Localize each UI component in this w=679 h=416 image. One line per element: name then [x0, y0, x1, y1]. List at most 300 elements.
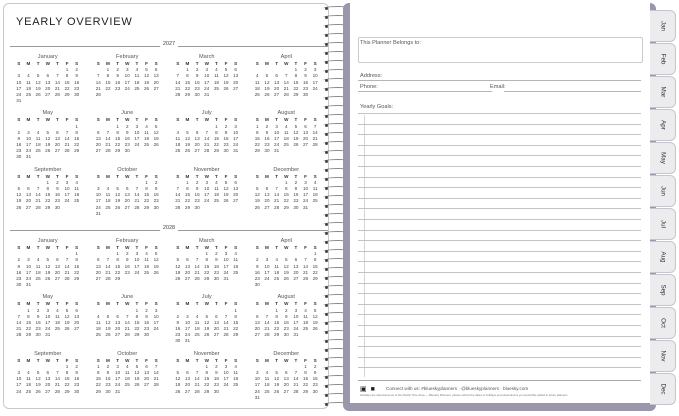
day-cell: 29	[204, 388, 210, 394]
day-cell: 24	[264, 275, 270, 281]
day-cell: 9	[125, 129, 129, 135]
day-cell: 21	[223, 326, 229, 332]
day-cell: 27	[283, 388, 289, 394]
day-cell: 8	[65, 370, 69, 375]
weekday-header: S	[313, 173, 317, 179]
tab-apr[interactable]	[650, 109, 676, 141]
weekday-header: W	[125, 173, 130, 179]
day-cell: 16	[213, 376, 219, 382]
day-cell: 22	[204, 382, 210, 388]
day-cell: 11	[144, 129, 149, 135]
day-cell: 31	[274, 148, 280, 154]
weekday-header: F	[304, 301, 307, 307]
weekday-header: M	[185, 245, 190, 250]
day-cell: 17	[134, 263, 140, 269]
day-cell: 27	[184, 388, 191, 394]
day-cell: 20	[184, 382, 191, 388]
day-cell: 30	[264, 148, 270, 154]
day-cell	[122, 276, 132, 282]
day-cell: 30	[194, 204, 200, 210]
day-cell: 29	[302, 388, 309, 394]
day-cell: 6	[275, 73, 278, 79]
day-cell: 16	[54, 192, 60, 198]
weekday-header: W	[45, 245, 50, 250]
day-cell	[212, 338, 222, 344]
day-cell: 7	[56, 73, 59, 79]
day-cell: 26	[264, 91, 270, 97]
goal-line[interactable]	[358, 155, 641, 156]
day-cell: 5	[116, 186, 119, 191]
day-cell: 18	[274, 269, 280, 275]
email-line[interactable]	[504, 91, 641, 92]
goal-line[interactable]	[358, 367, 641, 368]
weekday-header: S	[75, 61, 79, 66]
day-cell: 30	[143, 332, 150, 338]
day-cell	[53, 332, 63, 338]
day-cell: 11	[175, 135, 181, 141]
goal-line[interactable]	[358, 283, 641, 284]
day-cell: 24	[115, 382, 121, 388]
day-cell: 26	[204, 332, 210, 338]
day-cell: 18	[54, 319, 60, 325]
day-cell: 15	[293, 79, 299, 85]
day-cell: 30	[54, 204, 60, 210]
day-grid	[94, 61, 162, 98]
weekday-header: T	[214, 301, 218, 307]
day-cell: 15	[213, 135, 219, 141]
day-cell: 28	[175, 91, 181, 97]
day-cell: 3	[256, 370, 259, 375]
goal-line[interactable]	[358, 124, 641, 125]
weekday-header: T	[214, 61, 218, 66]
day-cell: 5	[275, 370, 278, 375]
day-cell: 5	[135, 363, 139, 369]
day-cell: 6	[195, 129, 199, 135]
day-cell: 23	[74, 382, 80, 388]
day-cell: 21	[124, 326, 130, 332]
day-cell	[24, 98, 34, 104]
tab-label: May	[659, 151, 666, 164]
weekday-header: F	[224, 245, 228, 250]
day-cell: 24	[16, 388, 22, 394]
goal-line[interactable]	[358, 357, 641, 358]
day-cell: 1	[46, 179, 50, 185]
weekday-header: S	[154, 245, 158, 250]
belongs-label: This Planner Belongs to:	[360, 40, 421, 46]
tab-may[interactable]	[650, 142, 676, 174]
month-name: April	[280, 54, 292, 60]
day-cell: 16	[35, 319, 41, 325]
goal-line[interactable]	[358, 230, 641, 231]
month-calendar	[94, 54, 162, 104]
month-calendar	[94, 351, 162, 401]
day-cell: 13	[115, 319, 121, 325]
day-cell: 12	[153, 257, 159, 263]
goal-line[interactable]	[358, 166, 641, 167]
weekday-header: T	[36, 357, 40, 363]
goal-line[interactable]	[358, 198, 641, 199]
tab-sep[interactable]	[650, 274, 676, 306]
tab-jan[interactable]	[650, 10, 676, 42]
goal-line[interactable]	[358, 336, 641, 337]
day-cell: 7	[205, 129, 209, 135]
weekday-header: S	[255, 117, 259, 123]
day-cell: 23	[293, 198, 299, 204]
goal-line[interactable]	[358, 314, 641, 315]
day-cell	[281, 395, 291, 401]
day-cell: 4	[215, 179, 218, 185]
instagram-icon[interactable]: ▣	[360, 386, 367, 393]
goal-line[interactable]	[358, 304, 641, 305]
day-cell: 3	[17, 73, 21, 79]
tab-jun[interactable]	[650, 175, 676, 207]
day-cell: 7	[65, 129, 69, 135]
day-cell: 28	[105, 148, 111, 154]
day-cell: 17	[302, 192, 309, 198]
day-cell: 3	[224, 251, 228, 257]
tab-nov[interactable]	[650, 340, 676, 372]
day-cell: 21	[175, 85, 181, 91]
info-page	[350, 3, 650, 403]
day-cell: 24	[302, 198, 309, 204]
weekday-header: M	[26, 117, 31, 123]
day-cell	[122, 211, 132, 217]
weekday-header: W	[204, 173, 209, 179]
month-name: July	[201, 110, 212, 117]
day-cell: 18	[213, 192, 219, 198]
day-cell: 16	[105, 376, 111, 382]
weekday-header: W	[125, 301, 130, 307]
weekday-header: M	[265, 173, 269, 179]
month-name: February	[116, 238, 139, 244]
goal-line[interactable]	[358, 240, 641, 241]
day-cell: 30	[223, 148, 229, 154]
weekday-header: F	[224, 117, 228, 123]
day-cell: 9	[125, 257, 129, 263]
weekday-header: T	[135, 245, 139, 250]
day-cell: 28	[153, 382, 159, 388]
day-cell: 14	[124, 319, 130, 325]
day-cell: 23	[283, 326, 289, 332]
day-cell: 21	[194, 382, 200, 388]
weekday-header: T	[275, 117, 278, 123]
goal-line[interactable]	[358, 251, 641, 252]
goal-line[interactable]	[358, 134, 641, 135]
day-cell: 26	[115, 204, 121, 210]
weekday-header: T	[55, 117, 59, 123]
month-name: March	[198, 238, 215, 244]
day-cell: 8	[27, 313, 30, 319]
day-cell: 26	[16, 204, 22, 210]
day-cell: 31	[25, 282, 32, 288]
day-cell: 3	[65, 179, 69, 185]
day-cell: 18	[264, 382, 270, 388]
day-cell: 16	[293, 192, 299, 198]
day-cell: 27	[54, 148, 60, 154]
day-cell: 31	[204, 91, 210, 97]
day-cell: 19	[283, 269, 289, 275]
year-label: 2028	[160, 225, 178, 231]
year-divider	[10, 42, 328, 50]
day-cell: 13	[254, 319, 260, 325]
day-cell: 13	[213, 319, 219, 325]
day-cell: 30	[35, 332, 41, 338]
tab-oct[interactable]	[650, 307, 676, 339]
day-cell	[231, 389, 241, 395]
day-cell	[72, 282, 82, 288]
day-cell: 22	[283, 198, 289, 204]
tab-jul[interactable]	[650, 208, 676, 240]
day-cell	[62, 98, 72, 104]
weekday-header: M	[185, 173, 190, 179]
day-cell	[43, 154, 53, 160]
day-cell: 3	[275, 123, 278, 129]
day-cell: 26	[175, 388, 181, 394]
day-cell: 8	[116, 257, 119, 263]
address-line[interactable]	[358, 80, 641, 81]
day-cell: 5	[265, 73, 269, 79]
day-cell: 12	[175, 263, 181, 269]
facebook-icon[interactable]: ■	[370, 386, 375, 393]
page-title: YEARLY OVERVIEW	[16, 16, 133, 28]
day-cell: 23	[16, 275, 22, 281]
weekday-header: S	[255, 173, 259, 179]
day-cell: 21	[175, 198, 181, 204]
day-cell: 25	[105, 204, 111, 210]
day-cell: 10	[45, 313, 51, 319]
weekday-header: S	[96, 173, 100, 179]
day-cell: 30	[213, 275, 219, 281]
goal-line[interactable]	[358, 113, 641, 114]
day-cell: 12	[35, 79, 41, 85]
day-cell: 25	[74, 198, 80, 204]
day-cell: 3	[224, 363, 228, 369]
weekday-header: S	[154, 301, 158, 307]
day-cell: 10	[95, 192, 101, 198]
day-cell: 21	[64, 269, 70, 275]
day-cell: 14	[16, 319, 22, 325]
day-cell: 20	[74, 319, 80, 325]
month-calendar	[253, 110, 321, 160]
month-calendar	[173, 351, 241, 401]
day-cell	[33, 282, 43, 288]
goal-line[interactable]	[358, 261, 641, 262]
day-cell	[151, 332, 161, 338]
footer-fine-print: Holidays are determined as of the Pacific Time Zone — Bluesky Planners, please submit the dates of holidays and observances you would like added to future planners	[360, 393, 568, 397]
day-cell: 25	[134, 85, 140, 91]
day-cell: 29	[283, 204, 289, 210]
weekday-header: W	[204, 301, 209, 307]
day-cell	[291, 282, 301, 288]
day-cell: 6	[304, 123, 307, 129]
day-cell: 2	[145, 307, 148, 313]
day-cell: 2	[75, 67, 78, 73]
day-cell: 23	[54, 198, 60, 204]
day-cell: 21	[64, 142, 70, 148]
day-cell: 22	[213, 142, 219, 148]
goal-line[interactable]	[358, 187, 641, 188]
day-cell: 16	[302, 79, 309, 85]
day-cell: 2	[313, 363, 317, 369]
day-cell: 9	[75, 370, 78, 375]
day-cell: 27	[264, 204, 270, 210]
day-cell: 3	[17, 370, 21, 375]
weekday-header: T	[275, 301, 278, 307]
day-cell: 23	[35, 326, 41, 332]
phone-line[interactable]	[358, 91, 492, 92]
day-cell: 15	[45, 192, 51, 198]
day-cell: 6	[265, 186, 269, 191]
footer-connect-text: Connect with us: #blueskyplanners · @blueskyplanners · bluesky.com	[386, 386, 529, 391]
day-cell: 16	[153, 192, 159, 198]
day-cell	[221, 92, 231, 98]
tab-feb[interactable]	[650, 43, 676, 75]
day-cell: 10	[64, 186, 70, 191]
day-cell: 9	[224, 129, 228, 135]
day-cell: 15	[74, 263, 80, 269]
goal-line[interactable]	[358, 208, 641, 209]
day-cell: 29	[74, 275, 80, 281]
weekday-header: S	[255, 301, 259, 307]
day-cell: 2	[125, 251, 129, 257]
day-cell: 20	[283, 382, 289, 388]
day-cell: 12	[223, 73, 229, 79]
day-cell: 18	[35, 269, 41, 275]
day-cell: 21	[134, 198, 140, 204]
day-cell: 26	[45, 275, 51, 281]
day-cell: 21	[153, 376, 159, 382]
weekday-header: T	[116, 357, 119, 363]
tab-label: Jun	[659, 185, 666, 196]
tab-dec[interactable]	[650, 373, 676, 405]
day-cell: 22	[184, 85, 191, 91]
day-cell: 4	[135, 67, 139, 73]
day-cell: 7	[304, 257, 307, 263]
goal-line[interactable]	[358, 177, 641, 178]
day-cell: 19	[134, 376, 140, 382]
day-cell: 7	[106, 257, 110, 263]
day-cell: 13	[233, 186, 239, 191]
day-cell: 13	[153, 73, 159, 79]
day-cell: 12	[175, 376, 181, 382]
weekday-header: T	[55, 357, 59, 363]
day-cell: 11	[254, 79, 260, 85]
day-cell: 1	[75, 123, 78, 129]
day-cell: 8	[294, 73, 298, 79]
weekday-header: S	[234, 173, 238, 179]
day-cell: 12	[153, 129, 159, 135]
goal-line[interactable]	[358, 272, 641, 273]
day-cell: 12	[204, 319, 210, 325]
day-cell: 31	[293, 332, 299, 338]
day-cell	[62, 282, 72, 288]
weekday-header: F	[224, 357, 228, 363]
day-cell: 4	[106, 186, 110, 191]
goal-line[interactable]	[358, 346, 641, 347]
day-cell: 4	[97, 313, 100, 319]
day-cell: 25	[35, 275, 41, 281]
weekday-header: S	[255, 357, 259, 363]
day-cell: 14	[105, 135, 111, 141]
day-cell: 20	[233, 79, 239, 85]
day-cell	[103, 92, 113, 98]
day-cell: 5	[224, 67, 228, 73]
tab-mar[interactable]	[650, 76, 676, 108]
weekday-header: T	[116, 173, 119, 179]
day-cell: 4	[234, 251, 237, 257]
belongs-field[interactable]	[358, 37, 643, 63]
day-cell: 7	[195, 257, 199, 263]
day-cell: 1	[186, 67, 189, 73]
day-cell	[43, 282, 53, 288]
goal-line[interactable]	[358, 219, 641, 220]
day-cell: 11	[134, 73, 140, 79]
day-cell: 29	[45, 204, 51, 210]
day-cell: 16	[264, 135, 270, 141]
day-cell: 29	[312, 275, 318, 281]
day-cell: 21	[16, 326, 22, 332]
weekday-header: T	[214, 173, 218, 179]
tab-aug[interactable]	[650, 241, 676, 273]
day-cell: 29	[64, 91, 70, 97]
day-cell: 8	[275, 313, 278, 319]
month-calendar	[253, 351, 321, 401]
day-cell: 22	[95, 382, 101, 388]
weekday-header: S	[176, 117, 180, 123]
weekday-header: T	[116, 117, 119, 123]
goal-line[interactable]	[358, 145, 641, 146]
month-name: September	[34, 166, 62, 173]
day-grid	[173, 358, 241, 395]
day-cell: 25	[35, 148, 41, 154]
day-cell: 13	[302, 129, 309, 135]
day-cell: 27	[95, 148, 101, 154]
day-cell: 5	[36, 370, 40, 375]
goal-line[interactable]	[358, 293, 641, 294]
day-cell: 7	[154, 363, 158, 369]
day-cell: 24	[95, 204, 101, 210]
month-calendar	[173, 167, 241, 217]
day-cell: 26	[153, 269, 159, 275]
weekday-header: S	[75, 357, 79, 363]
day-cell: 10	[153, 313, 159, 319]
day-cell: 13	[25, 192, 32, 198]
weekday-header: T	[36, 245, 40, 250]
day-cell: 24	[223, 269, 229, 275]
month-name: January	[37, 238, 58, 244]
day-cell: 11	[54, 313, 60, 319]
day-cell: 6	[215, 313, 218, 319]
day-cell: 31	[95, 210, 101, 216]
weekday-header: S	[154, 61, 158, 66]
weekday-header: F	[65, 61, 69, 66]
day-cell: 12	[312, 313, 318, 319]
weekday-header: S	[154, 357, 158, 363]
day-cell: 4	[125, 363, 129, 369]
month-calendar	[94, 238, 162, 288]
day-cell	[301, 282, 311, 288]
months-grid	[14, 54, 320, 217]
day-cell: 2	[17, 129, 21, 135]
day-grid	[94, 245, 162, 282]
day-cell: 28	[124, 332, 130, 338]
day-cell: 30	[153, 204, 159, 210]
goal-line[interactable]	[358, 325, 641, 326]
day-cell: 22	[134, 326, 140, 332]
day-cell: 25	[233, 382, 239, 388]
day-cell: 31	[25, 154, 32, 160]
day-cell: 11	[233, 257, 239, 263]
